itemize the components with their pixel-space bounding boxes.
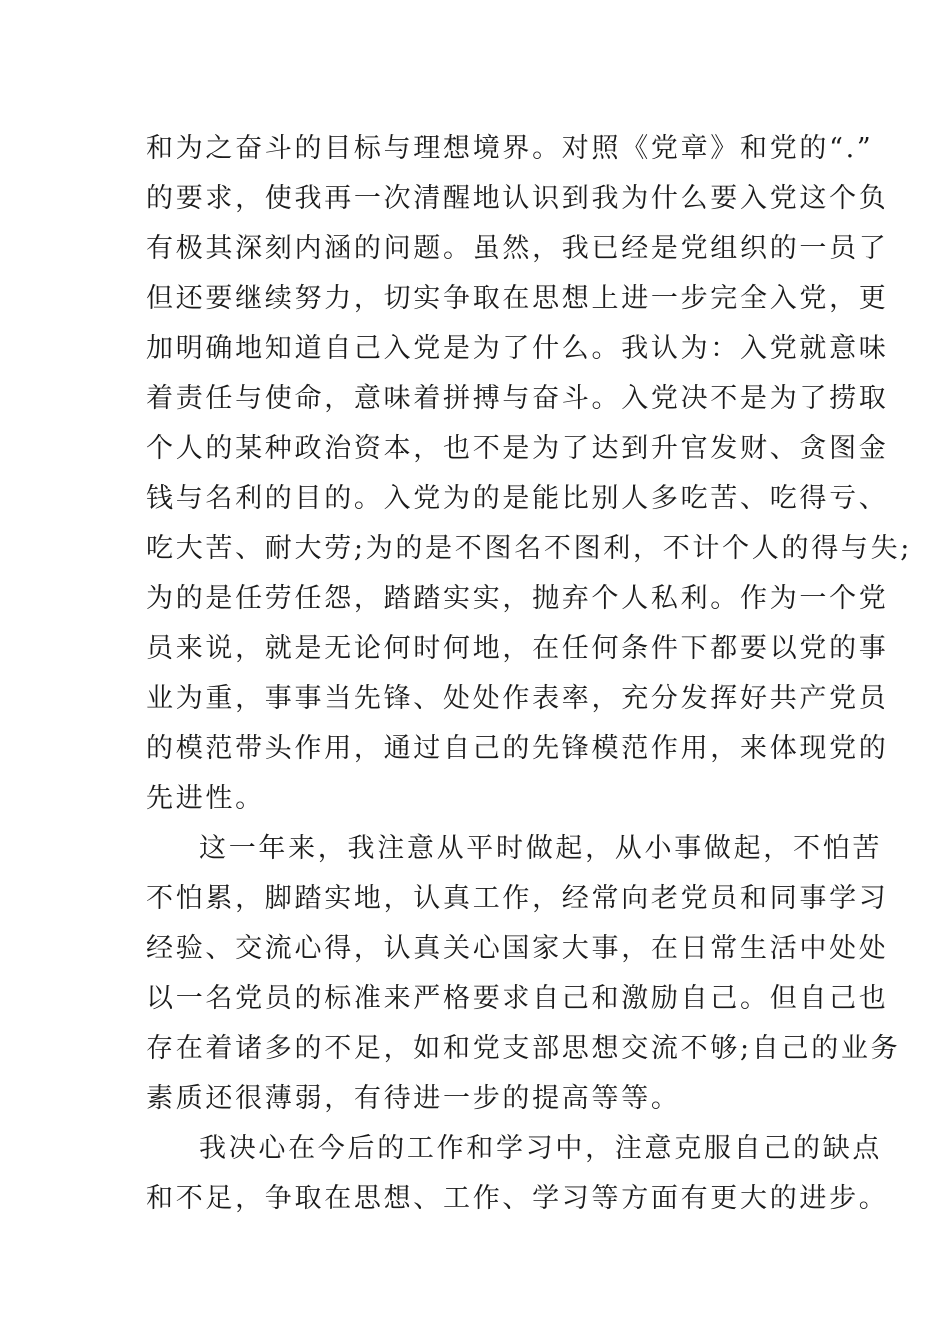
text-line: 存在着诸多的不足，如和党支部思想交流不够;自己的业务 xyxy=(146,1033,901,1064)
text-line: 有极其深刻内涵的问题。虽然，我已经是党组织的一员了 xyxy=(146,233,889,264)
paragraph-start-line: 这一年来，我注意从平时做起，从小事做起，不怕苦 xyxy=(199,833,883,864)
text-line: 员来说，就是无论何时何地，在任何条件下都要以党的事 xyxy=(146,633,889,664)
text-line: 先进性。 xyxy=(146,783,265,814)
text-line: 吃大苦、耐大劳;为的是不图名不图利，不计个人的得与失; xyxy=(146,533,913,564)
text-line: 的要求，使我再一次清醒地认识到我为什么要入党这个负 xyxy=(146,183,889,214)
text-line: 但还要继续努力，切实争取在思想上进一步完全入党，更 xyxy=(146,283,889,314)
text-line: 和为之奋斗的目标与理想境界。对照《党章》和党的“.” xyxy=(146,133,874,164)
text-line: 为的是任劳任怨，踏踏实实，抛弃个人私利。作为一个党 xyxy=(146,583,889,614)
text-line: 着责任与使命，意味着拼搏与奋斗。入党决不是为了捞取 xyxy=(146,383,889,414)
text-line: 的模范带头作用，通过自己的先锋模范作用，来体现党的 xyxy=(146,733,889,764)
text-line: 加明确地知道自己入党是为了什么。我认为：入党就意味 xyxy=(146,333,889,364)
text-line: 业为重，事事当先锋、处处作表率，充分发挥好共产党员 xyxy=(146,683,889,714)
text-line: 个人的某种政治资本，也不是为了达到升官发财、贪图金 xyxy=(146,433,889,464)
text-line: 和不足，争取在思想、工作、学习等方面有更大的进步。 xyxy=(146,1183,889,1214)
text-line: 素质还很薄弱，有待进一步的提高等等。 xyxy=(146,1083,681,1114)
text-line: 钱与名利的目的。入党为的是能比别人多吃苦、吃得亏、 xyxy=(146,483,889,514)
text-line: 不怕累，脚踏实地，认真工作，经常向老党员和同事学习 xyxy=(146,883,889,914)
paragraph-start-line: 我决心在今后的工作和学习中，注意克服自己的缺点 xyxy=(199,1133,883,1164)
text-line: 经验、交流心得，认真关心国家大事，在日常生活中处处 xyxy=(146,933,889,964)
text-line: 以一名党员的标准来严格要求自己和激励自己。但自己也 xyxy=(146,983,889,1014)
